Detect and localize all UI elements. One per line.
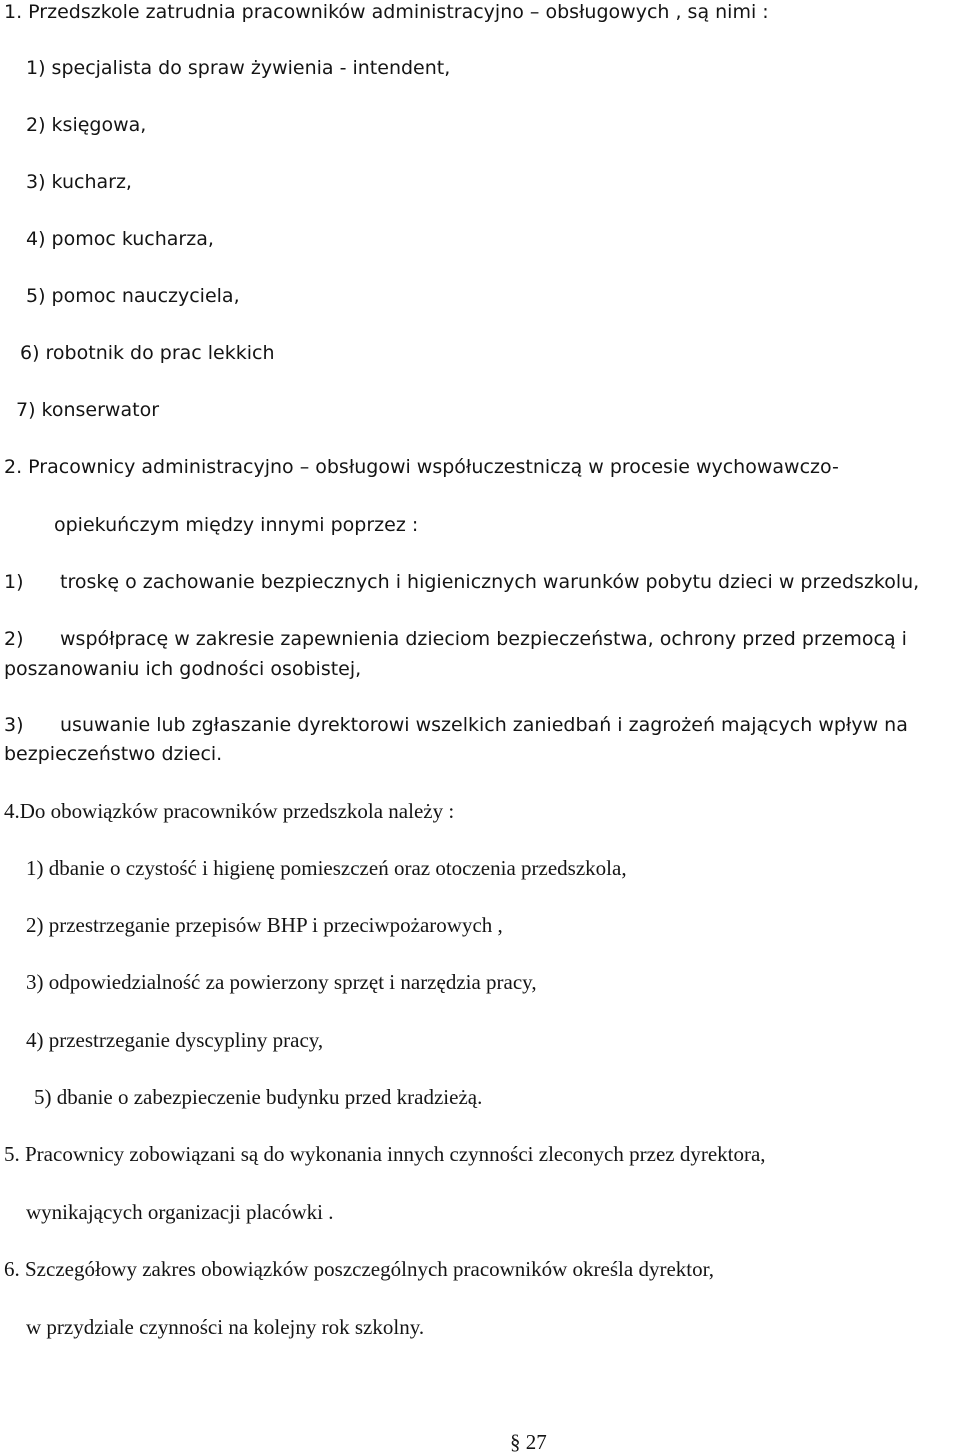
section-1-item-4: 4) pomoc kucharza, bbox=[26, 228, 214, 250]
section-4-heading: 4.Do obowiązków pracowników przedszkola należy : bbox=[4, 799, 455, 823]
section-1-item-3: 3) kucharz, bbox=[26, 171, 132, 193]
section-1-item-2: 2) księgowa, bbox=[26, 114, 147, 136]
section-2-item-2-text: współpracę w zakresie zapewnienia dzieciom bezpieczeństwa, ochrony przed przemocą i bbox=[60, 628, 907, 650]
section-mark-footer: § 27 bbox=[510, 1430, 547, 1454]
section-4-item-1: 1) dbanie o czystość i higienę pomieszczeń oraz otoczenia przedszkola, bbox=[26, 856, 627, 880]
section-2-item-3-text: usuwanie lub zgłaszanie dyrektorowi wszelkich zaniedbań i zagrożeń mających wpływ na bbox=[60, 714, 908, 736]
section-2-item-3-cont: bezpieczeństwo dzieci. bbox=[4, 743, 223, 765]
section-4-item-2: 2) przestrzeganie przepisów BHP i przeciwpożarowych , bbox=[26, 913, 503, 937]
section-4-item-4: 4) przestrzeganie dyscypliny pracy, bbox=[26, 1028, 324, 1052]
section-6-line-2: w przydziale czynności na kolejny rok szkolny. bbox=[26, 1315, 425, 1339]
section-1-item-7: 7) konserwator bbox=[16, 399, 160, 421]
section-1-item-5: 5) pomoc nauczyciela, bbox=[26, 285, 240, 307]
section-6-line-1: 6. Szczegółowy zakres obowiązków poszczególnych pracowników określa dyrektor, bbox=[4, 1257, 715, 1281]
section-2-item-2-number: 2) bbox=[4, 628, 24, 650]
section-2-item-1-text: troskę o zachowanie bezpiecznych i higienicznych warunków pobytu dzieci w przedszkolu, bbox=[60, 571, 920, 593]
section-4-item-5: 5) dbanie o zabezpieczenie budynku przed kradzieżą. bbox=[34, 1085, 483, 1109]
section-2-heading: 2. Pracownicy administracyjno – obsługowi współuczestniczą w procesie wychowawczo- bbox=[4, 456, 839, 478]
section-5-line-1: 5. Pracownicy zobowiązani są do wykonania innych czynności zleconych przez dyrektora, bbox=[4, 1142, 766, 1166]
section-2-item-2-cont: poszanowaniu ich godności osobistej, bbox=[4, 658, 362, 680]
section-1-item-1: 1) specjalista do spraw żywienia - intendent, bbox=[26, 57, 451, 79]
section-2-heading-cont: opiekuńczym między innymi poprzez : bbox=[54, 514, 419, 536]
section-5-line-2: wynikających organizacji placówki . bbox=[26, 1200, 334, 1224]
section-1-heading: 1. Przedszkole zatrudnia pracowników administracyjno – obsługowych , są nimi : bbox=[4, 1, 769, 23]
section-2-item-1-number: 1) bbox=[4, 571, 24, 593]
section-4-item-3: 3) odpowiedzialność za powierzony sprzęt i narzędzia pracy, bbox=[26, 970, 537, 994]
section-1-item-6: 6) robotnik do prac lekkich bbox=[20, 342, 275, 364]
section-2-item-3-number: 3) bbox=[4, 714, 24, 736]
